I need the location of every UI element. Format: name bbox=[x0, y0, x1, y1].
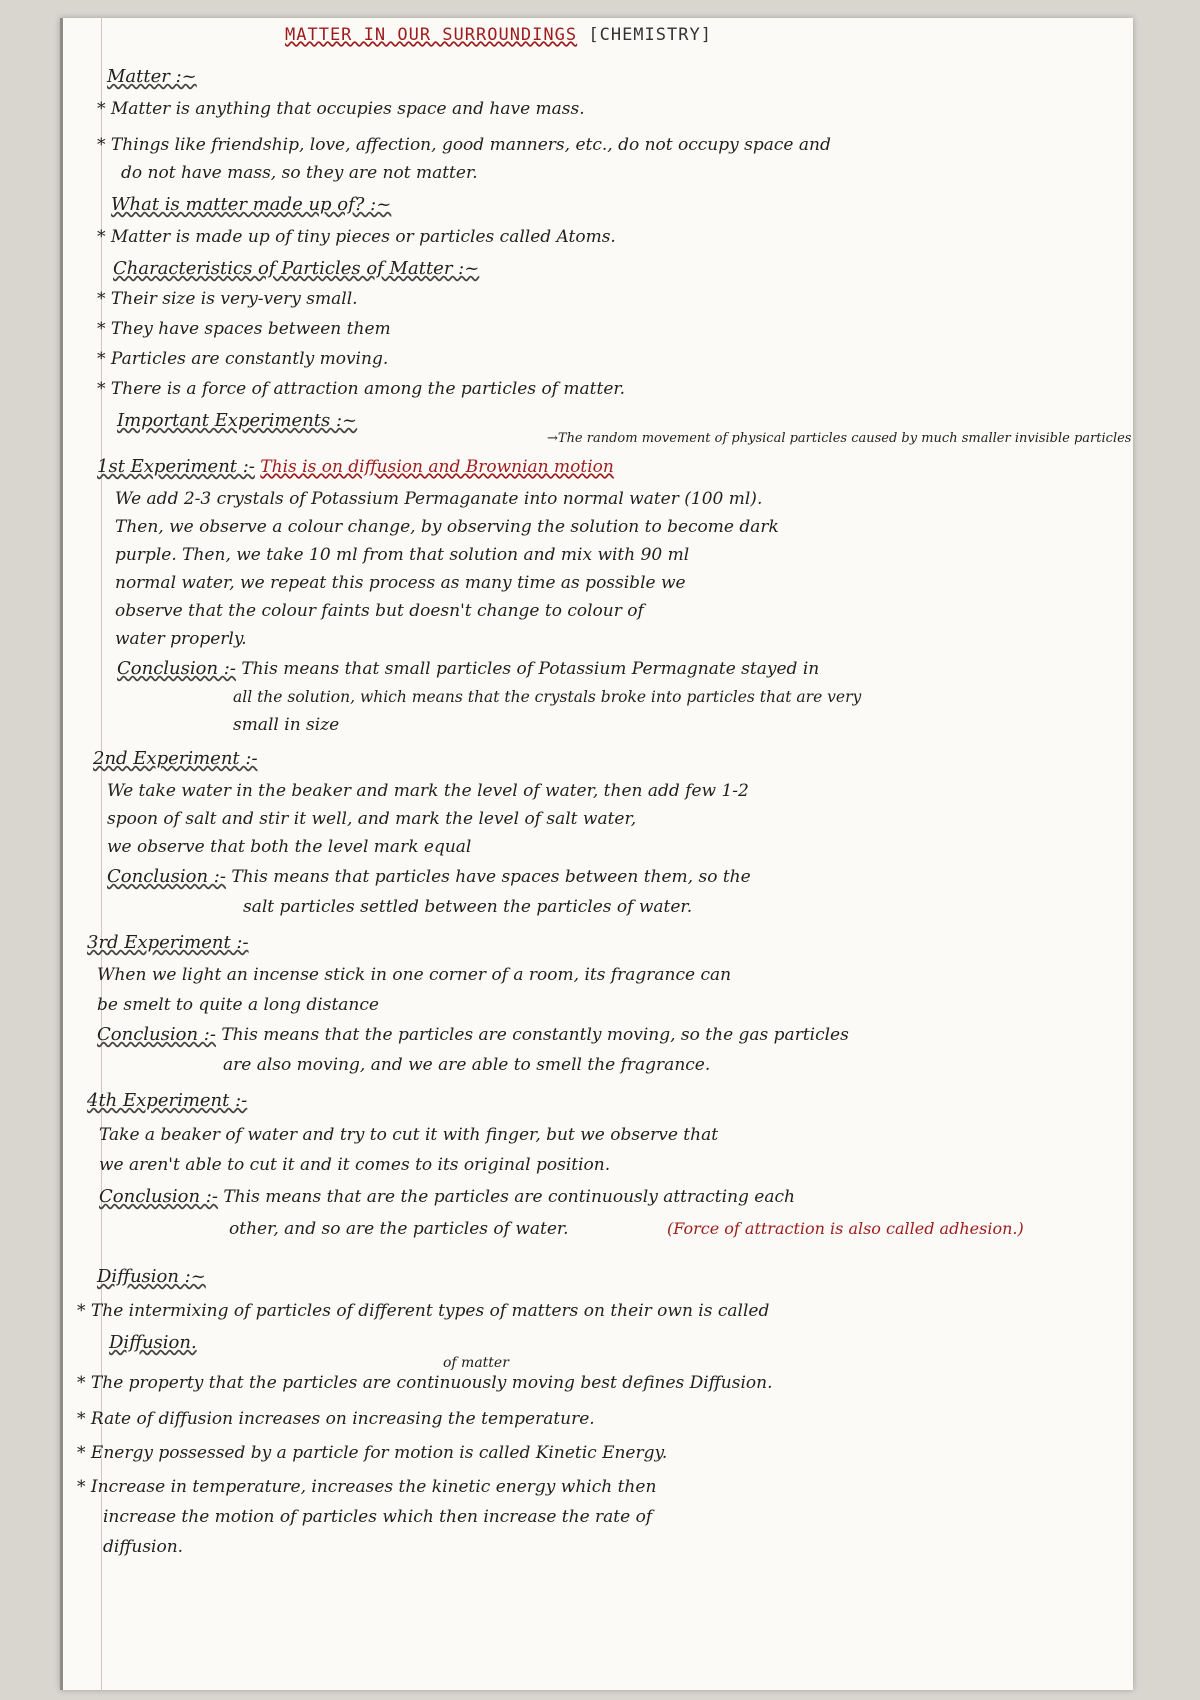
exp2-conclusion-line-1: This means that particles have spaces between them, so the bbox=[231, 867, 751, 887]
exp3-line-2: be smelt to quite a long distance bbox=[97, 995, 379, 1015]
exp3-line-1: When we light an incense stick in one corner of a room, its fragrance can bbox=[97, 965, 732, 985]
diffusion-insert-note: of matter bbox=[443, 1355, 509, 1371]
exp4-note: (Force of attraction is also called adhesion.) bbox=[667, 1219, 1024, 1238]
subject-tag: [CHEMISTRY] bbox=[588, 25, 712, 45]
diffusion-line-2: Diffusion. bbox=[109, 1332, 197, 1353]
exp3-conclusion-label: Conclusion :- bbox=[97, 1024, 216, 1045]
exp4-line-1: Take a beaker of water and try to cut it with finger, but we observe that bbox=[99, 1125, 719, 1145]
diffusion-line-3: * The property that the particles are continuously moving best defines Diffusion. bbox=[77, 1373, 773, 1393]
exp4-conclusion-line-1: This means that are the particles are continuously attracting each bbox=[223, 1187, 795, 1207]
exp4-conclusion-line-2: other, and so are the particles of water. bbox=[229, 1219, 569, 1239]
title-text: MATTER IN OUR SURROUNDINGS bbox=[285, 25, 578, 45]
diffusion-line-7: increase the motion of particles which then increase the rate of bbox=[103, 1507, 653, 1527]
characteristic-4: * There is a force of attraction among the particles of matter. bbox=[97, 379, 626, 399]
exp3-conclusion-line-2: are also moving, and we are able to smell the fragrance. bbox=[223, 1055, 711, 1075]
matter-heading: Matter :~ bbox=[107, 66, 197, 87]
exp1-label: 1st Experiment :- bbox=[97, 456, 255, 477]
diffusion-line-6: * Increase in temperature, increases the kinetic energy which then bbox=[77, 1477, 657, 1497]
characteristic-1: * Their size is very-very small. bbox=[97, 289, 358, 309]
page-title bbox=[285, 24, 712, 46]
exp4-conclusion-label: Conclusion :- bbox=[99, 1186, 218, 1207]
exp3-conclusion-line-1: This means that the particles are constantly moving, so the gas particles bbox=[221, 1025, 849, 1045]
exp1-line-5: observe that the colour faints but doesn't change to colour of bbox=[115, 601, 644, 621]
matter-line-3: do not have mass, so they are not matter. bbox=[121, 163, 478, 183]
exp3-conclusion bbox=[97, 1024, 849, 1046]
exp1-conclusion-label: Conclusion :- bbox=[117, 658, 236, 679]
diffusion-line-1: * The intermixing of particles of different types of matters on their own is called bbox=[77, 1301, 770, 1321]
exp4-label: 4th Experiment :- bbox=[87, 1090, 248, 1111]
diffusion-line-4: * Rate of diffusion increases on increasing the temperature. bbox=[77, 1409, 595, 1429]
exp2-line-1: We take water in the beaker and mark the level of water, then add few 1-2 bbox=[107, 781, 749, 801]
diffusion-heading: Diffusion :~ bbox=[97, 1266, 206, 1287]
diffusion-line-5: * Energy possessed by a particle for motion is called Kinetic Energy. bbox=[77, 1443, 668, 1463]
margin-line bbox=[101, 18, 102, 1690]
exp1-line-1: We add 2-3 crystals of Potassium Permaganate into normal water (100 ml). bbox=[115, 489, 763, 509]
characteristic-3: * Particles are constantly moving. bbox=[97, 349, 389, 369]
exp1-line-2: Then, we observe a colour change, by observing the solution to become dark bbox=[115, 517, 779, 537]
exp1-conclusion bbox=[117, 658, 819, 680]
exp2-conclusion-line-2: salt particles settled between the particles of water. bbox=[243, 897, 693, 917]
exp2-line-2: spoon of salt and stir it well, and mark the level of salt water, bbox=[107, 809, 637, 829]
exp1-title: This is on diffusion and Brownian motion bbox=[260, 457, 614, 477]
exp1-conclusion-line-3: small in size bbox=[233, 715, 340, 735]
made-of-heading: What is matter made up of? :~ bbox=[111, 194, 392, 215]
exp4-conclusion bbox=[99, 1186, 795, 1208]
exp1-line-4: normal water, we repeat this process as many time as possible we bbox=[115, 573, 686, 593]
exp1-line-6: water properly. bbox=[115, 629, 247, 649]
exp3-label: 3rd Experiment :- bbox=[87, 932, 249, 953]
matter-line-2: * Things like friendship, love, affection, good manners, etc., do not occupy space and bbox=[97, 135, 831, 155]
exp1-header bbox=[97, 456, 614, 478]
exp1-conclusion-line-2: all the solution, which means that the crystals broke into particles that are very bbox=[233, 688, 862, 706]
exp2-conclusion-label: Conclusion :- bbox=[107, 866, 226, 887]
characteristic-2: * They have spaces between them bbox=[97, 319, 391, 339]
diffusion-line-8: diffusion. bbox=[103, 1537, 184, 1557]
exp2-line-3: we observe that both the level mark equal bbox=[107, 837, 472, 857]
matter-line-1: * Matter is anything that occupies space and have mass. bbox=[97, 99, 585, 119]
made-of-line: * Matter is made up of tiny pieces or particles called Atoms. bbox=[97, 227, 616, 247]
exp1-line-3: purple. Then, we take 10 ml from that solution and mix with 90 ml bbox=[115, 545, 690, 565]
exp2-conclusion bbox=[107, 866, 751, 888]
characteristics-heading: Characteristics of Particles of Matter :~ bbox=[113, 258, 480, 279]
experiments-heading: Important Experiments :~ bbox=[117, 410, 358, 431]
exp2-label: 2nd Experiment :- bbox=[93, 748, 258, 769]
exp4-line-2: we aren't able to cut it and it comes to its original position. bbox=[99, 1155, 611, 1175]
brownian-note: →The random movement of physical particles caused by much smaller invisible particles bbox=[547, 431, 1132, 446]
notebook-page bbox=[60, 18, 1133, 1690]
exp1-conclusion-line-1: This means that small particles of Potassium Permagnate stayed in bbox=[241, 659, 820, 679]
